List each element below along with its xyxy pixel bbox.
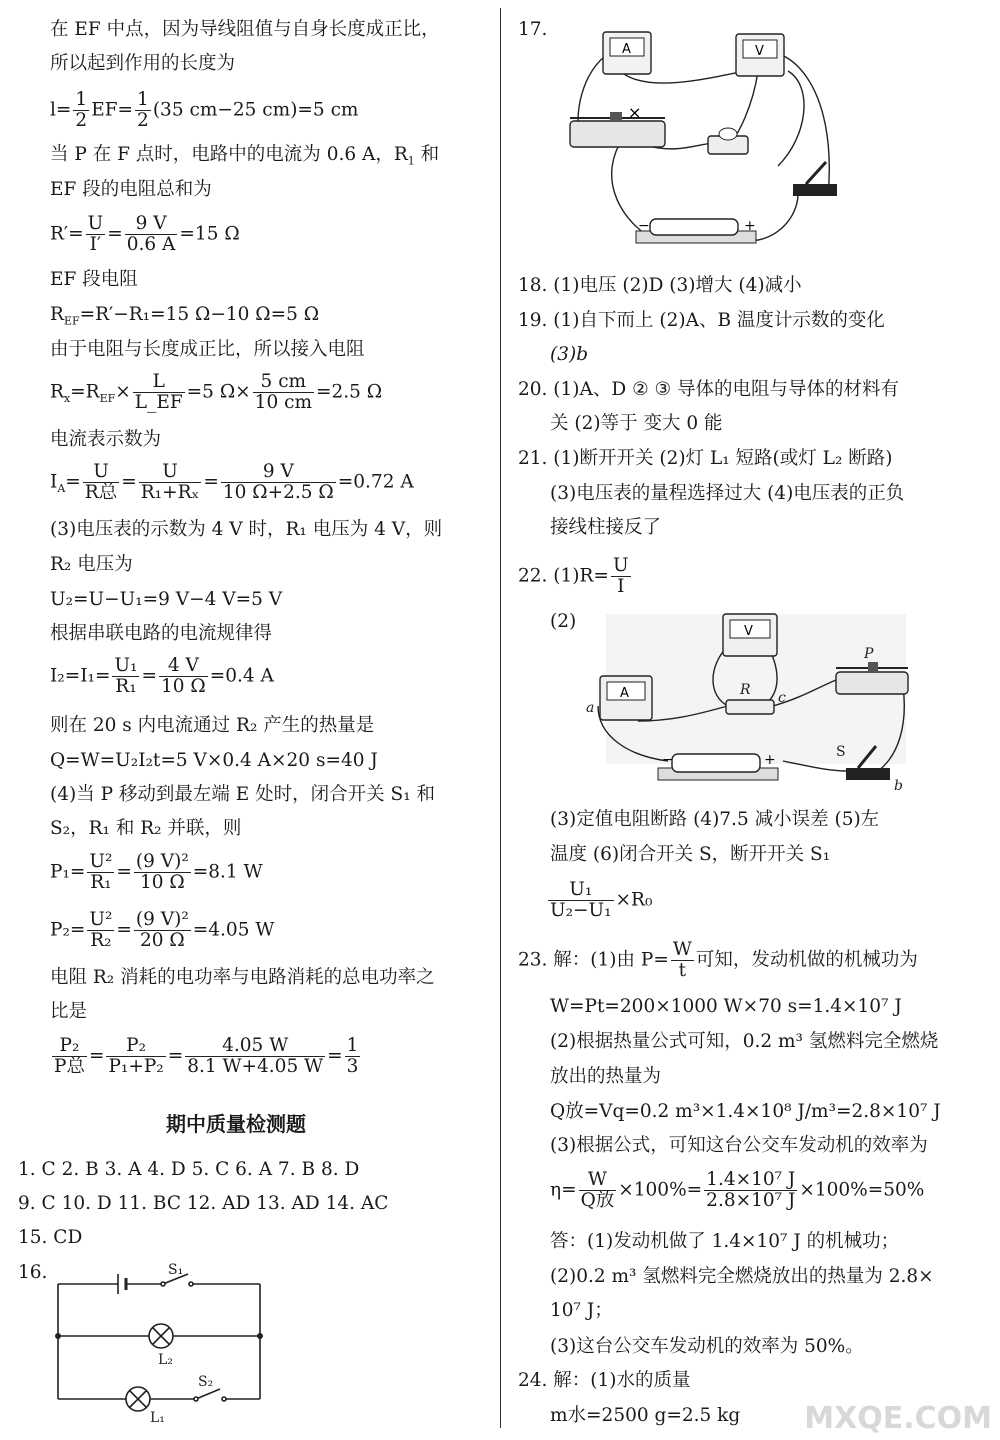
numerator: L	[133, 372, 185, 393]
fraction	[134, 852, 191, 893]
numerator: 4 V	[159, 656, 208, 677]
subscript: EF	[63, 314, 80, 328]
denominator: 10 Ω	[139, 872, 185, 893]
formula-line	[518, 940, 918, 981]
formula-part: ×100%=50%	[799, 1179, 925, 1201]
text-line: (3)电压表的示数为 4 V 时，R₁ 电压为 4 V，则	[50, 519, 443, 540]
formula-part: P₁=	[50, 861, 86, 883]
denominator: R总	[84, 482, 118, 503]
formula-part: 可知，发动机做的机械功为	[695, 949, 918, 971]
switch	[793, 162, 837, 196]
fraction	[83, 462, 119, 503]
junction	[55, 1333, 61, 1339]
bulb-glass	[719, 128, 737, 140]
watermark: MXQE.COM	[804, 1401, 992, 1436]
text-line: (4)当 P 移动到最左端 E 处时，闭合开关 S₁ 和	[50, 784, 436, 805]
label-l2: L₂	[158, 1352, 173, 1368]
numerator: 1	[346, 1035, 359, 1056]
numerator: U₁	[114, 655, 138, 676]
voltmeter-22	[723, 614, 777, 656]
formula-line	[18, 852, 263, 893]
column-divider	[500, 8, 501, 1428]
label-r: R	[740, 682, 751, 698]
answer-line: 温度 (6)闭合开关 S，断开开关 S₁	[550, 844, 831, 865]
formula-line	[18, 90, 358, 131]
formula-part: η=	[550, 1179, 577, 1201]
formula-part: =	[141, 665, 157, 687]
fraction	[345, 1036, 361, 1077]
text-line: S₂，R₁ 和 R₂ 并联，则	[50, 818, 242, 839]
fraction	[548, 880, 614, 921]
formula-line	[18, 656, 274, 697]
answer-line: 24. 解：(1)水的质量	[518, 1370, 691, 1391]
formula-part: R	[50, 304, 64, 325]
denominator: 10 cm	[254, 392, 312, 413]
answer-line: (3)根据公式，可知这台公交车发动机的效率为	[550, 1135, 928, 1156]
answer-line: 21. (1)断开开关 (2)灯 L₁ 短路(或灯 L₂ 断路)	[518, 448, 893, 469]
formula-line: Q=W=U₂I₂t=5 V×0.4 A×20 s=40 J	[50, 750, 378, 771]
formula-part: (35 cm−25 cm)=5 cm	[152, 99, 359, 121]
answer-line: 放出的热量为	[550, 1066, 662, 1087]
formula-line: m水=2500 g=2.5 kg	[550, 1405, 741, 1426]
switch-contact	[189, 1282, 193, 1286]
fraction	[73, 90, 89, 131]
formula-part: =	[116, 861, 132, 883]
rheostat-coil	[570, 121, 665, 147]
rheostat-slider	[868, 662, 878, 672]
formula-line: Q放=Vq=0.2 m³×1.4×10⁸ J/m³=2.8×10⁷ J	[550, 1101, 941, 1122]
formula-part: =	[107, 223, 123, 245]
battery-plus: +	[764, 752, 776, 768]
fraction	[112, 656, 139, 697]
formula-part: l=	[50, 99, 72, 121]
label-p: P	[864, 646, 874, 662]
answer-line: 20. (1)A、D ② ③ 导体的电阻与导体的材料有	[518, 379, 900, 400]
denominator: t	[678, 960, 687, 981]
answer-line: 18. (1)电压 (2)D (3)增大 (4)减小	[518, 275, 802, 296]
formula-part: =	[116, 919, 132, 941]
numerator: U	[612, 555, 629, 576]
denominator: 2	[75, 110, 88, 131]
fraction	[253, 372, 314, 413]
denominator: 8.1 W+4.05 W	[187, 1056, 324, 1077]
denominator: 20 Ω	[139, 930, 185, 951]
battery-cells	[650, 219, 738, 235]
numerator: W	[672, 939, 692, 960]
switch-contact	[194, 1397, 198, 1401]
question-number: 17.	[518, 19, 548, 40]
numerator: 9 V	[125, 214, 178, 235]
fraction	[671, 940, 694, 981]
voltmeter-label: V	[755, 44, 764, 59]
answer-line: (3)电压表的量程选择过大 (4)电压表的正负	[550, 483, 905, 504]
bulb	[708, 128, 748, 154]
numerator: U²	[89, 909, 113, 930]
formula-line: $\frac{\text{P₂}}{\text{P总}}$ = $\frac{\text{P₂}}{\text{P₁+P₂}}$ = $\frac{4.05 W}{8.1 W+4.05 W}$ = $\frac{1}{3}$	[54, 1035, 359, 1077]
text-line: 在 EF 中点，因为导线阻值与自身长度成正比，	[50, 19, 440, 40]
formula-part: =0.72 A	[337, 471, 414, 493]
answer-line: (3)b	[550, 344, 589, 365]
formula-part: EF=	[91, 99, 134, 121]
text-part: 和	[414, 144, 440, 165]
numerator: 9 V	[221, 462, 336, 483]
fraction	[221, 462, 336, 503]
answer-line: 15. CD	[18, 1227, 83, 1248]
formula-part: I	[50, 471, 58, 493]
text-line: EF 段电阻	[50, 269, 138, 290]
formula-part: =15 Ω	[179, 223, 240, 245]
rheostat-coil	[836, 672, 908, 694]
denominator: 10 Ω	[160, 676, 206, 697]
denominator: I	[617, 576, 625, 597]
fraction	[579, 1170, 617, 1211]
text-line: 比是	[50, 1001, 88, 1022]
label-l1: L₁	[150, 1410, 165, 1426]
label-s: S	[836, 744, 846, 760]
text-line: 则在 20 s 内电流通过 R₂ 产生的热量是	[50, 715, 375, 736]
formula-line	[18, 214, 240, 255]
denominator: R₁	[90, 872, 112, 893]
numerator: 1	[137, 89, 149, 110]
rheostat	[570, 112, 665, 147]
fraction	[611, 556, 631, 597]
switch-contact	[161, 1282, 165, 1286]
text-line: 所以起到作用的长度为	[50, 53, 236, 74]
text-line: 根据串联电路的电流规律得	[50, 623, 273, 644]
answer-line: 关 (2)等于 变大 0 能	[550, 413, 723, 434]
denominator: 0.6 A	[126, 234, 176, 255]
numerator: U	[83, 462, 119, 483]
voltmeter	[736, 34, 784, 76]
battery-minus: −	[638, 218, 650, 234]
answer-line: 答：(1)发动机做了 1.4×10⁷ J 的机械功；	[550, 1231, 900, 1252]
answer-line: (2)根据热量公式可知，0.2 m³ 氢燃料完全燃烧	[550, 1031, 939, 1052]
formula-part: =R	[70, 381, 100, 403]
formula-line	[18, 303, 319, 334]
battery-minus: −	[662, 752, 674, 768]
denominator: P总	[54, 1056, 85, 1077]
resistor-r	[726, 700, 774, 714]
numerator: 5 cm	[253, 372, 314, 393]
circuit-diagram-17	[558, 26, 858, 258]
formula-part: =8.1 W	[192, 861, 263, 883]
subscript: EF	[99, 392, 116, 406]
subscript: 1	[407, 154, 415, 168]
formula-line	[518, 880, 652, 921]
formula-line: W=Pt=200×1000 W×70 s=1.4×10⁷ J	[550, 996, 902, 1017]
rheostat-slider	[610, 112, 622, 122]
numerator: P₂	[106, 1036, 165, 1057]
fraction	[87, 852, 114, 893]
fraction	[87, 910, 114, 951]
formula-part: =R′−R₁=15 Ω−10 Ω=5 Ω	[79, 304, 320, 325]
answer-line: (3)定值电阻断路 (4)7.5 减小误差 (5)左	[550, 809, 880, 830]
question-number: 16.	[18, 1262, 48, 1283]
formula-line: U₂=U−U₁=9 V−4 V=5 V	[50, 589, 283, 610]
fraction	[106, 1036, 165, 1077]
formula-part: ×R₀	[615, 889, 653, 911]
answer-line: 接线柱接反了	[550, 517, 662, 538]
formula-line	[18, 372, 382, 413]
numerator: W	[579, 1170, 617, 1191]
text-line: 电阻 R₂ 消耗的电功率与电路消耗的总电功率之	[50, 967, 435, 988]
denominator: R₁+Rₓ	[140, 482, 200, 503]
answer-line: 19. (1)自下而上 (2)A、B 温度计示数的变化	[518, 310, 885, 331]
text-line: EF 段的电阻总和为	[50, 179, 212, 200]
subscript: A	[57, 482, 66, 496]
ammeter-22	[600, 676, 652, 720]
numerator: U²	[89, 851, 113, 872]
denominator: 2	[137, 110, 149, 131]
numerator: 4.05 W	[185, 1036, 325, 1057]
switch-base	[793, 184, 837, 196]
label-c: c	[778, 690, 786, 706]
label-s1: S₁	[168, 1262, 184, 1278]
battery-plus: +	[744, 218, 756, 234]
answer-line: 9. C 10. D 11. BC 12. AD 13. AD 14. AC	[18, 1193, 389, 1214]
denominator: 3	[346, 1056, 359, 1077]
text-line: 由于电阻与长度成正比，所以接入电阻	[50, 339, 365, 360]
denominator: R₁	[115, 676, 137, 697]
fraction	[133, 372, 185, 413]
formula-line	[18, 910, 274, 951]
text-part: 当 P 在 F 点时，电路中的电流为 0.6 A，R	[50, 144, 408, 165]
switch-lever	[806, 162, 826, 184]
subscript: x	[63, 392, 71, 406]
denominator: I′	[89, 234, 102, 255]
text-line	[18, 143, 439, 174]
junction	[257, 1333, 263, 1339]
formula-part: =4.05 W	[192, 919, 275, 941]
sub-question: (2)	[550, 611, 577, 632]
fraction	[159, 656, 208, 697]
denominator: 2.8×10⁷ J	[706, 1190, 796, 1211]
answer-line: (2)0.2 m³ 氢燃料完全燃烧放出的热量为 2.8×	[550, 1266, 934, 1287]
numerator: P₂	[52, 1036, 87, 1057]
formula-part: =	[88, 1045, 105, 1067]
numerator: 1	[75, 89, 88, 110]
resistor-body	[726, 700, 774, 714]
label-b: b	[894, 778, 903, 794]
voltmeter-label: V	[744, 624, 753, 639]
text-line: 电流表示数为	[50, 429, 162, 450]
numerator: 1.4×10⁷ J	[706, 1169, 796, 1190]
formula-part: =0.4 A	[209, 665, 274, 687]
formula-part: =	[65, 471, 81, 493]
section-title: 期中质量检测题	[166, 1112, 306, 1136]
fraction	[125, 214, 178, 255]
numerator: U	[139, 462, 202, 483]
formula-line	[518, 556, 633, 597]
formula-part: R	[50, 381, 64, 403]
fraction	[52, 1036, 87, 1077]
denominator: U₂−U₁	[550, 900, 612, 921]
formula-part: =2.5 Ω	[316, 381, 383, 403]
wire	[778, 71, 804, 166]
formula-part: P₂=	[50, 919, 86, 941]
formula-line: $I_A=$ $\frac{U}{\text{R总}}$ = $\frac{U}{\text{R₁+Rₓ}}$ = $\frac{9 V}{10 \Omega+2.5 \Omega}$ =0.72 A	[50, 461, 414, 503]
fraction	[135, 90, 151, 131]
numerator: (9 V)²	[135, 851, 189, 872]
switch-s2	[196, 1389, 220, 1399]
denominator: 10 Ω+2.5 Ω	[222, 482, 334, 503]
battery	[636, 218, 756, 243]
formula-part: =5 Ω×	[186, 381, 251, 403]
numerator: U₁	[548, 880, 614, 901]
fraction	[139, 462, 202, 503]
denominator: L_EF	[134, 392, 183, 413]
formula-part: ×	[115, 381, 131, 403]
circuit-diagram-16	[48, 1262, 278, 1432]
answer-line: 1. C 2. B 3. A 4. D 5. C 6. A 7. B 8. D	[18, 1159, 360, 1180]
denominator: Q放	[580, 1190, 615, 1211]
fraction	[134, 910, 191, 951]
formula-part: R′=	[50, 223, 84, 245]
cross-mark: ×	[628, 103, 642, 122]
formula-part: 22. (1)R=	[518, 565, 609, 587]
formula-part: 23. 解：(1)由 P=	[518, 949, 669, 971]
fraction	[86, 214, 106, 255]
fraction	[704, 1170, 797, 1211]
answer-line: (3)这台公交车发动机的效率为 50%。	[550, 1336, 864, 1357]
text-line: R₂ 电压为	[50, 554, 133, 575]
ammeter	[603, 32, 651, 74]
formula-line	[518, 1170, 924, 1211]
switch-base	[846, 768, 890, 780]
label-s2: S₂	[198, 1374, 214, 1390]
denominator: R₂	[90, 930, 112, 951]
fraction	[185, 1036, 325, 1077]
denominator: P₁+P₂	[108, 1056, 164, 1077]
formula-part: I₂=I₁=	[50, 665, 111, 687]
answer-line: 10⁷ J；	[550, 1300, 613, 1321]
formula-part: ×100%=	[618, 1179, 703, 1201]
label-a: a	[586, 700, 595, 716]
switch-contact	[222, 1397, 226, 1401]
ammeter-label: A	[620, 686, 629, 701]
battery-cells	[672, 754, 760, 772]
circuit-diagram-22	[578, 606, 918, 796]
numerator: (9 V)²	[135, 909, 189, 930]
numerator: U	[87, 213, 104, 234]
ammeter-label: A	[622, 42, 631, 57]
